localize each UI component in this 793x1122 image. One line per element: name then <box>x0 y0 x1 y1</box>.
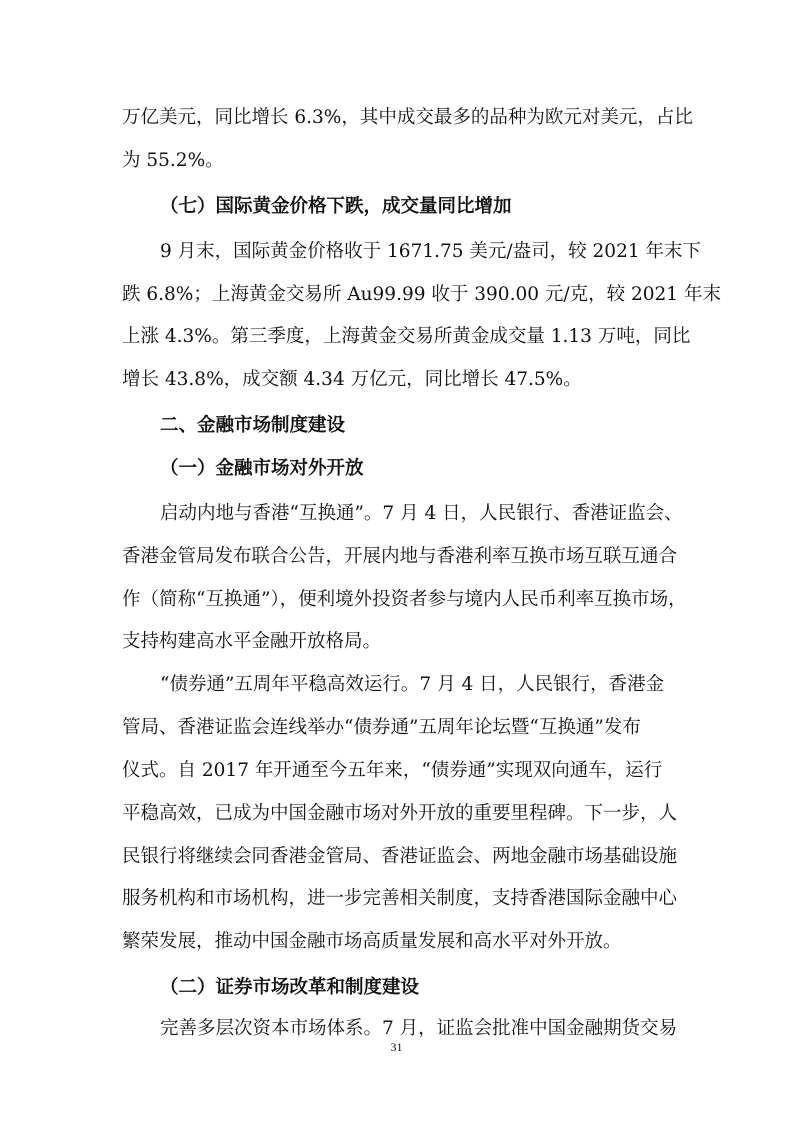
section-heading-2: （二）证券市场改革和制度建设 <box>160 977 420 998</box>
text-line: 民银行将继续会同香港金管局、香港证监会、两地金融市场基础设施 <box>122 846 678 867</box>
chapter-heading: 二、金融市场制度建设 <box>160 415 346 436</box>
text-line: 作（简称“互换通”），便利境外投资者参与境内人民币利率互换市场， <box>122 589 687 610</box>
text-line: 启动内地与香港“互换通”。7 月 4 日，人民银行、香港证监会、 <box>160 503 683 524</box>
text-line: 管局、香港证监会连线举办“债券通”五周年论坛暨“互换通”发布 <box>122 717 641 738</box>
text-line: 万亿美元，同比增长 6.3%，其中成交最多的品种为欧元对美元，占比 <box>122 107 693 128</box>
page-number: 31 <box>390 1040 403 1054</box>
text-line: 支持构建高水平金融开放格局。 <box>122 631 382 652</box>
text-line: “债券通”五周年平稳高效运行。7 月 4 日，人民银行，香港金 <box>160 674 665 695</box>
text-line: 9 月末，国际黄金价格收于 1671.75 美元/盎司，较 2021 年末下 <box>160 241 701 262</box>
text-line: 服务机构和市场机构，进一步完善相关制度，支持香港国际金融中心 <box>122 888 678 909</box>
text-line: 香港金管局发布联合公告，开展内地与香港利率互换市场互联互通合 <box>122 546 678 567</box>
text-line: 完善多层次资本市场体系。7 月，证监会批准中国金融期货交易 <box>160 1018 678 1039</box>
text-line: 平稳高效，已成为中国金融市场对外开放的重要里程碑。下一步，人 <box>122 803 678 824</box>
text-line: 为 55.2%。 <box>122 150 224 171</box>
section-heading-7: （七）国际黄金价格下跌，成交量同比增加 <box>160 196 512 217</box>
text-line: 跌 6.8%；上海黄金交易所 Au99.99 收于 390.00 元/克，较 2021 年末 <box>122 284 721 305</box>
text-line: 增长 43.8%，成交额 4.34 万亿元，同比增长 47.5%。 <box>122 369 582 390</box>
text-line: 上涨 4.3%。第三季度，上海黄金交易所黄金成交量 1.13 万吨，同比 <box>122 326 691 347</box>
text-line: 仪式。自 2017 年开通至今五年来，“债券通”实现双向通车，运行 <box>122 760 663 781</box>
text-line: 繁荣发展，推动中国金融市场高质量发展和高水平对外开放。 <box>122 931 622 952</box>
section-heading-1: （一）金融市场对外开放 <box>160 458 364 479</box>
